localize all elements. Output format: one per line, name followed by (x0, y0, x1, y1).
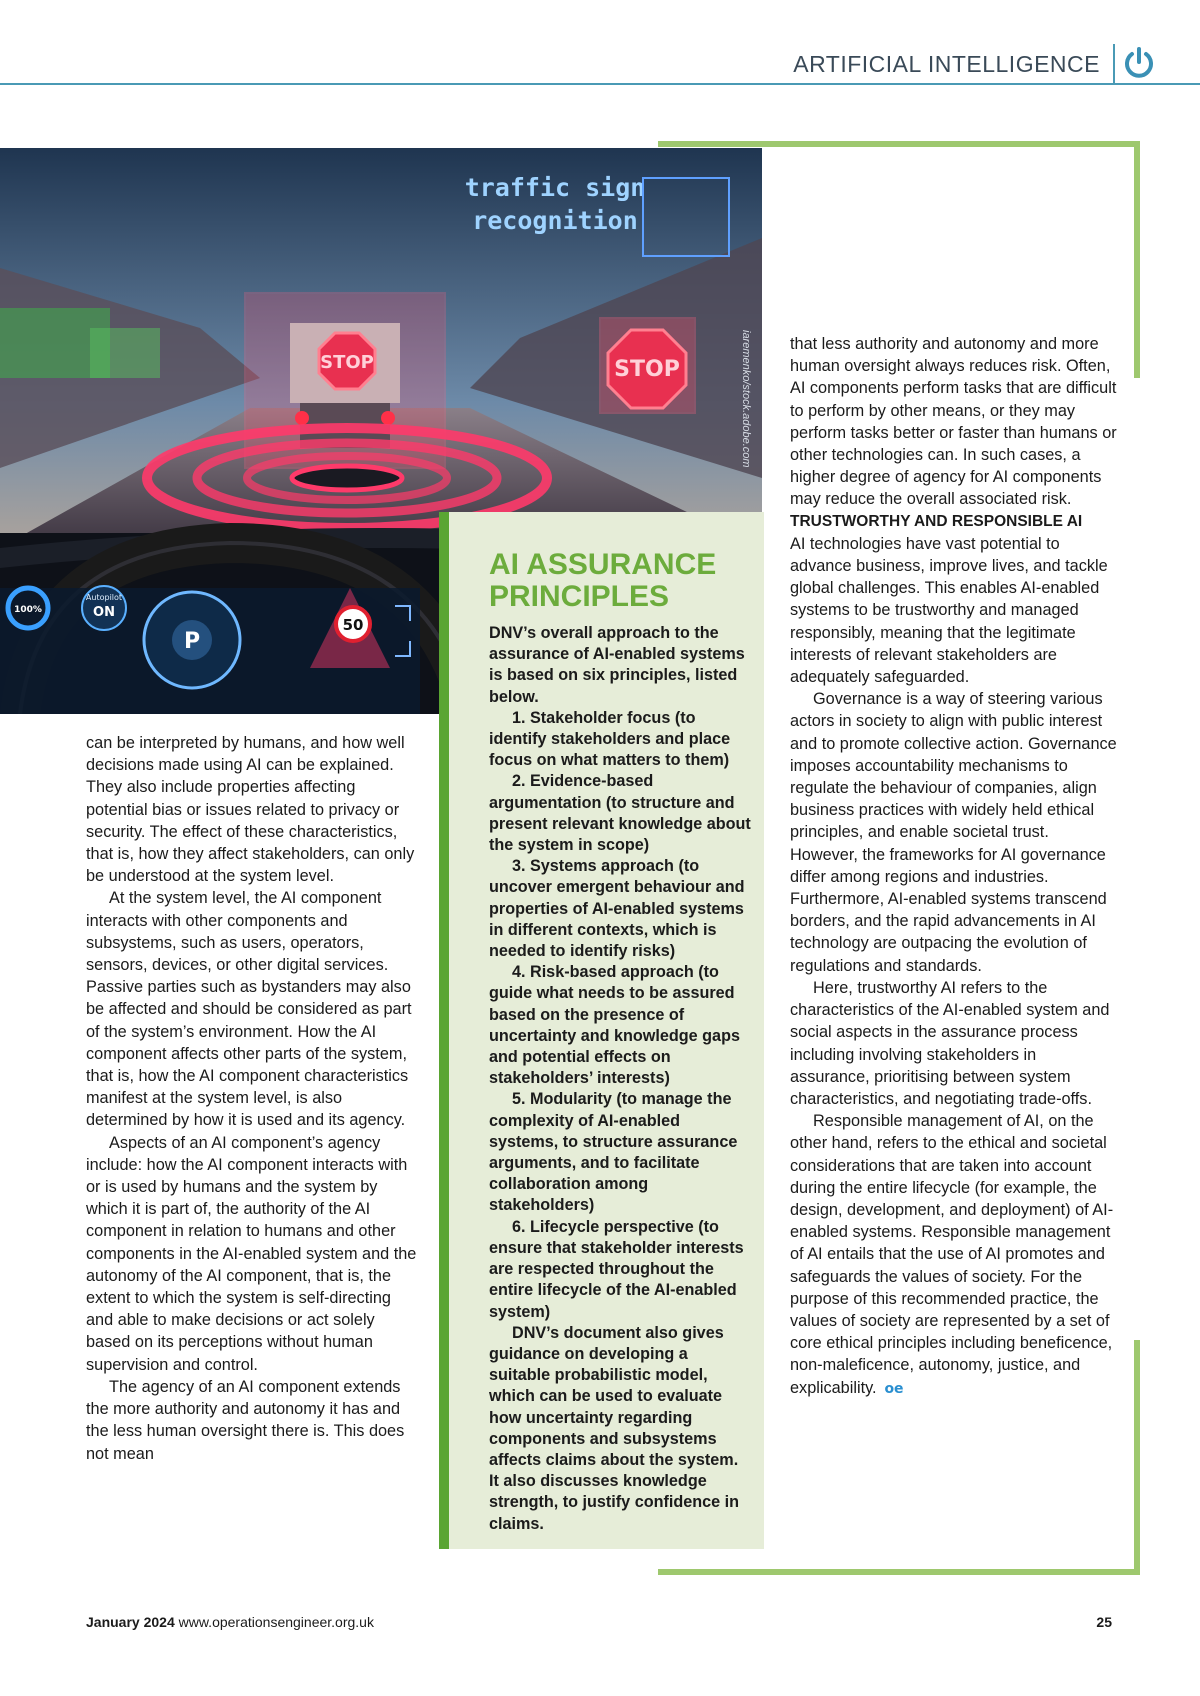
left-paragraph-4: The agency of an AI component extends the more authority and autonomy it has and the less human oversight there is. This does not mean (86, 1377, 405, 1463)
principles-outro: DNV’s document also gives guidance on developing a suitable probabilistic model, which can be used to evaluate how uncertainty regarding components and subsystems affects claims about the system. It also discusses knowledge strength, to justify confidence in claims. (489, 1323, 740, 1533)
principle-item: 2. Evidence-based argumentation (to structure and present relevant knowledge about the system in scope) (489, 772, 751, 855)
section-title: ARTIFICIAL INTELLIGENCE (793, 51, 1100, 77)
right-paragraph-4: Here, trustworthy AI refers to the characteristics of the AI-enabled system and social aspects in the assurance process including involving stakeholders in assurance, prioritising between system characteristics, and negotiating trade-offs. (790, 978, 1110, 1108)
gear-indicator: P (183, 629, 201, 654)
traffic-sign-label-line1: traffic sign (464, 173, 646, 202)
battery-text: 100% (14, 605, 42, 615)
autopilot-state: ON (93, 605, 115, 620)
frame-bottom (658, 1569, 1140, 1575)
footer (86, 1614, 374, 1630)
power-icon (1121, 45, 1157, 81)
left-column (86, 732, 420, 1465)
autopilot-label: Autopilot (85, 593, 123, 602)
header-separator (1113, 44, 1115, 84)
principles-box-bar (439, 512, 449, 1549)
frame-top (658, 141, 1140, 147)
page-number: 25 (1096, 1614, 1112, 1630)
left-paragraph-1: can be interpreted by humans, and how well decisions made using AI can be explained. They also include properties affecting potential bias or issues related to privacy or security. The effect of these characteristics, that is, how they affect stakeholders, can only be understood at the system level. (86, 734, 415, 886)
right-paragraph-5-text: Responsible management of AI, on the other hand, refers to the ethical and societal considerations that are taken into account during the entire lifecycle (for example, the design, development, and deployment) of AI-enabled systems. Responsible management of AI entails that the use of AI promotes and safeguards the values of society. For the purpose of this recommended practice, the values of society are represented by a set of core ethical principles including beneficence, non-maleficence, autonomy, justice, and explicability. (790, 1112, 1114, 1397)
principle-item: 4. Risk-based approach (to guide what needs to be assured based on the presence of uncertainty and knowledge gaps and potential effects on stakeholders’ interests) (489, 963, 740, 1088)
stop-sign-right-text: STOP (614, 357, 680, 382)
frame-right-bottom (1134, 1340, 1140, 1575)
traffic-sign-label-line2: recognition (472, 206, 638, 235)
left-paragraph-3: Aspects of an AI component’s agency include: how the AI component interacts with or is used by humans and the system by which it is part of, the authority of the AI component in relation to humans and other components in the AI-enabled system and the autonomy of the AI component, that is, the extent to which the system is self-directing and able to make decisions or act solely based on its perceptions without human supervision and control. (86, 1133, 417, 1374)
oe-logo-text: oe (884, 1381, 904, 1396)
principles-intro: DNV’s overall approach to the assurance of AI-enabled systems is based on six principles, listed below. (489, 624, 745, 706)
right-paragraph-5 (790, 1110, 1120, 1399)
right-paragraph-2: AI technologies have vast potential to advance business, improve lives, and tackle global challenges. This enables AI-enabled systems to be trustworthy and managed responsibly, meaning that the legitimate interests of relevant stakeholders are adequately safeguarded. (790, 534, 1108, 687)
frame-right-top (1134, 141, 1140, 378)
website-link[interactable]: www.operationsengineer.org.uk (178, 1614, 374, 1630)
speed-limit-text: 50 (342, 616, 364, 634)
principles-box-content (489, 549, 751, 1535)
left-paragraph-2: At the system level, the AI component interacts with other components and subsystems, such as users, operators, sensors, devices, or other digital services. Passive parties such as bystanders may also be affected and should be considered as part of the system’s environment. How the AI component affects other parts of the system, that is, how the AI component characteristics manifest at the system level, is also determined by how it is used and its agency. (86, 889, 412, 1130)
principle-item: 6. Lifecycle perspective (to ensure that stakeholder interests are respected throughout the entire lifecycle of the AI-enabled system) (489, 1217, 744, 1321)
principle-item: 5. Modularity (to manage the complexity of AI-enabled systems, to structure assurance arguments, and to facilitate collaboration among stakeholders) (489, 1090, 738, 1215)
issue-date: January 2024 (86, 1614, 175, 1630)
right-paragraph-1: that less authority and autonomy and more human oversight always reduces risk. Often, AI components perform tasks that are difficult to perform by other means, or they may perform tasks better or faster than humans or other technologies can. In such cases, a higher degree of agency for AI components may reduce the overall associated risk. (790, 335, 1117, 509)
stop-sign-text: STOP (320, 352, 374, 373)
section-heading: TRUSTWORTHY AND RESPONSIBLE AI (790, 512, 1083, 530)
right-paragraph-3: Governance is a way of steering various actors in society to align with public interest and to promote collective action. Governance imposes accountability mechanisms to regulate the behaviour of companies, align business practices with widely held ethical principles, and enable societal trust. However, the frameworks for AI governance differ among regions and industries. Furthermore, AI-enabled systems transcend borders, and the rapid advancements in AI technology are outpacing the evolution of regulations and standards. (790, 690, 1117, 975)
principle-item: 3. Systems approach (to uncover emergent behaviour and properties of AI-enabled systems in different contexts, which is needed to identify risks) (489, 857, 745, 961)
oe-logo-icon (881, 1381, 907, 1395)
right-column (790, 333, 1120, 1399)
photo-credit: iaremenko/stock.adobe.com (740, 330, 752, 468)
header-rule (0, 83, 1200, 85)
principles-box-title: AI ASSURANCE PRINCIPLES (489, 548, 717, 613)
principle-item: 1. Stakeholder focus (to identify stakeholders and place focus on what matters to them) (489, 708, 731, 770)
